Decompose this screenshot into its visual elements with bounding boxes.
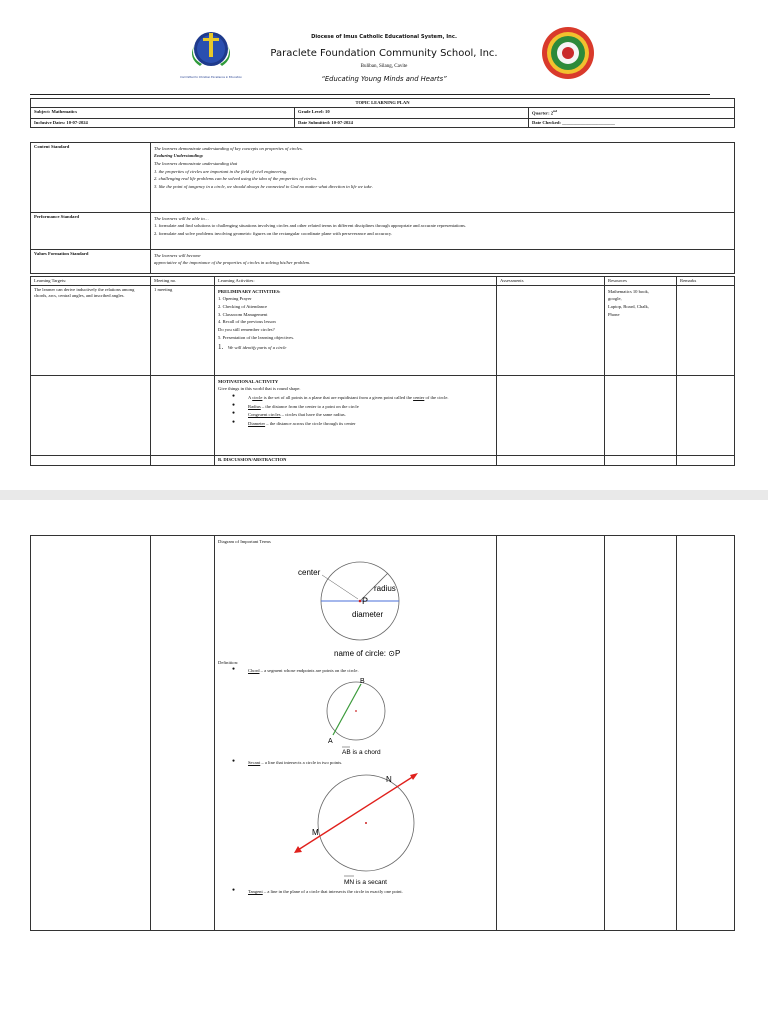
col-learning-targets: Learning Targets: xyxy=(31,277,151,286)
table-row xyxy=(31,286,735,376)
bullet-radius-def: ● Radius – the distance from the center to a point on the circle xyxy=(218,404,493,410)
label-b: B xyxy=(360,678,365,686)
bullet-chord-def: ● Chord – a segment whose endpoints are points on the circle. xyxy=(218,668,493,674)
diagram-title: Diagram of Important Terms xyxy=(218,538,271,544)
preliminary-activities: PRELIMINARY ACTIVITIES: 1. Opening Prayer 2. Checking of Attendance 3. Classroom Management 4. Recall of the previous lesson Do you still remember circles? 5. Presentation of the learning objectives. 1. We will identify parts of a circle xyxy=(215,286,497,376)
label-p: P xyxy=(362,596,369,607)
label-center: center xyxy=(298,568,321,578)
center-dot xyxy=(359,600,362,603)
table-row xyxy=(31,456,735,466)
motivational-activity: MOTIVATIONAL ACTIVITY Give things in this world that is round shape. ● A circle is the set of all points in a plane that are equidistant from a given point called the center of the circle. ● Radius – the distance from the center to a point on the circle ● Congruent circles – circles that have the same radius. ● Diameter – the distance across the circle through its center xyxy=(215,376,497,456)
bullet-diameter-def: ● Diameter – the distance across the circle through its center xyxy=(218,421,493,427)
definition-label: Definition: xyxy=(218,659,239,665)
page-1 xyxy=(0,0,768,490)
discussion-content xyxy=(215,536,497,931)
secant-line xyxy=(298,776,414,850)
col-assessments: Assessments xyxy=(497,277,605,286)
standards-table xyxy=(30,142,735,274)
bullet-congruent-def: ● Congruent circles – circles that have the same radius. xyxy=(218,412,493,418)
content-standard-label: Content Standard xyxy=(31,143,151,213)
date-submitted-field: Date Submitted: 10-07-2024 xyxy=(295,118,529,127)
table-row xyxy=(31,376,735,456)
resources-list: Mathematics 10 book, google, Laptop, Board, Chalk, Phone xyxy=(605,286,677,376)
inclusive-dates-field: Inclusive Dates: 10-07-2024 xyxy=(31,118,295,127)
label-radius: radius xyxy=(374,584,396,594)
values-standard-label: Values Formation Standard xyxy=(31,250,151,274)
date-checked-field: Date Checked: _______________________ xyxy=(529,118,735,127)
learning-target-text: The learner can derive inductively the relations among chords, arcs, central angles, and inscribed angles. xyxy=(31,286,151,376)
subject-field: Subject: Mathematics xyxy=(31,108,295,119)
grade-field: Grade Level: 10 xyxy=(295,108,529,119)
plan-title: TOPIC LEARNING PLAN xyxy=(31,99,735,108)
bullet-secant-def: ● Secant – a line that intersects a circle in two points. xyxy=(218,760,493,766)
school-motto: “Educating Young Minds and Hearts” xyxy=(321,75,447,83)
label-m: M xyxy=(312,828,319,838)
page-2 xyxy=(0,500,768,1024)
circle-terms-diagram xyxy=(218,546,494,658)
col-resources: Resources xyxy=(605,277,677,286)
quarter-field: Quarter: 2nd xyxy=(529,108,735,119)
diocese-name: Diocese of Imus Catholic Educational System, Inc. xyxy=(311,34,457,40)
center-pointer xyxy=(322,575,358,599)
logo-left-caption: Committed to Christian Excellence in Education xyxy=(180,76,242,79)
school-name: Paraclete Foundation Community School, Inc. xyxy=(270,48,498,59)
secant-caption: MN is a secant xyxy=(344,879,387,887)
content-standard-text: The learners demonstrate understanding of key concepts on properties of circles. Enduring Understanding: The learners demonstrate understanding that 1. the properties of circles are important in the field of civil engineering. 2. challenging real life problems can be solved using the idea of the properties of circles. 3. like the point of tangency in a circle, we should always be connected to God no matter what direction in life we take. xyxy=(151,143,735,213)
secant-diagram xyxy=(218,768,494,886)
bullet-tangent-def: ● Tangent – a line in the plane of a circle that intersects the circle in exactly one point. xyxy=(218,889,493,895)
school-address: Buliban, Silang, Cavite xyxy=(360,64,408,69)
header-rule xyxy=(30,94,710,95)
discussion-heading: B. DISCUSSION/ABSTRACTION xyxy=(215,456,497,466)
meeting-count: 1 meeting xyxy=(151,286,215,376)
label-diameter: diameter xyxy=(352,610,384,620)
remarks-cell xyxy=(677,286,735,376)
discussion-table xyxy=(30,535,735,931)
performance-standard-text: The learners will be able to… 1. formulate and find solutions to challenging situations involving circles and other related terms in different disciplines through appropriate and accurate representations. 2. formulate and solve problems involving geometric figures on the rectangular coordinate plane with perseverance and accuracy. xyxy=(151,213,735,250)
chord-diagram xyxy=(218,677,494,757)
values-standard-text: The learners will become appreciative of the importance of the properties of circles in solving his/her problem. xyxy=(151,250,735,274)
col-meeting-no: Meeting no. xyxy=(151,277,215,286)
chord-line xyxy=(333,684,361,735)
chord-caption: AB is a chord xyxy=(342,749,381,757)
activities-table xyxy=(30,276,735,466)
bullet-circle-def: ● A circle is the set of all points in a plane that are equidistant from a given point called the center of the circle. xyxy=(218,395,493,401)
label-n: N xyxy=(386,775,392,785)
circle-name-label: name of circle: ⊙P xyxy=(334,649,401,659)
col-learning-activities: Learning Activities: xyxy=(215,277,497,286)
plan-info-table xyxy=(30,98,735,128)
col-remarks: Remarks xyxy=(677,277,735,286)
performance-standard-label: Performance Standard xyxy=(31,213,151,250)
label-a: A xyxy=(328,738,333,746)
assessment-cell xyxy=(497,286,605,376)
